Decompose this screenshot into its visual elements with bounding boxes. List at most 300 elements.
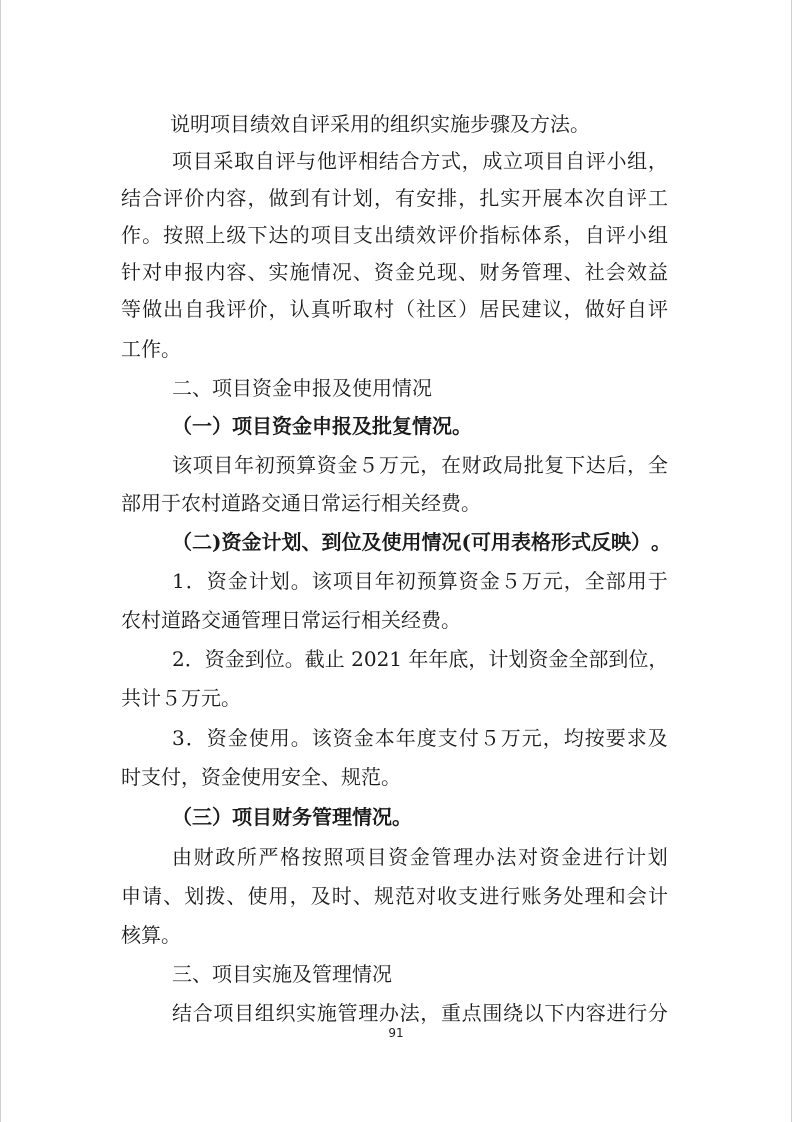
glyph: 。 <box>290 726 311 750</box>
glyph: 部 <box>588 647 609 671</box>
glyph: 止 <box>324 647 345 671</box>
glyph: 标 <box>500 223 521 247</box>
glyph: 金 <box>548 647 569 671</box>
glyph: 下 <box>247 223 268 247</box>
glyph: 使 <box>381 530 402 554</box>
glyph: 管 <box>521 260 542 284</box>
glyph: 好 <box>605 297 626 321</box>
glyph: 与 <box>296 149 317 173</box>
glyph: 申 <box>121 884 141 908</box>
glyph: ， <box>458 186 479 210</box>
glyph: 级 <box>226 223 247 247</box>
glyph: 计 <box>248 569 269 593</box>
glyph: 取 <box>234 149 255 173</box>
glyph: 结 <box>378 149 399 173</box>
glyph: 规 <box>373 884 394 908</box>
glyph: 议 <box>542 297 563 321</box>
glyph: 申 <box>163 260 184 284</box>
glyph: 、 <box>226 884 247 908</box>
glyph: 金 <box>227 569 248 593</box>
glyph: 排 <box>437 186 458 210</box>
glyph: 由 <box>172 845 192 869</box>
glyph: 2 <box>376 647 390 671</box>
glyph: 做 <box>268 186 289 210</box>
paragraph-line <box>0 647 668 671</box>
glyph: 2 <box>351 647 364 671</box>
glyph: 全 <box>568 647 589 671</box>
glyph: 评 <box>337 149 358 173</box>
glyph: 按 <box>301 845 322 869</box>
glyph: 金 <box>241 530 262 554</box>
glyph: 。 <box>650 530 671 554</box>
glyph: 式 <box>440 149 461 173</box>
glyph: ， <box>268 297 289 321</box>
glyph: 目 <box>353 569 374 593</box>
glyph: 自 <box>626 297 647 321</box>
glyph: 划 <box>184 884 205 908</box>
glyph: 体 <box>521 223 542 247</box>
glyph: 评 <box>226 297 247 321</box>
glyph: 本 <box>563 186 584 210</box>
glyph: 织 <box>275 1001 296 1025</box>
paragraph-line <box>0 569 668 593</box>
glyph: 后 <box>606 453 627 477</box>
glyph: 年 <box>234 453 255 477</box>
glyph: 局 <box>503 453 523 477</box>
glyph: 合 <box>192 1001 213 1025</box>
glyph: 管 <box>337 1001 358 1025</box>
glyph: 目 <box>366 845 387 869</box>
glyph: 批 <box>523 453 544 477</box>
glyph: 绕 <box>503 1001 523 1025</box>
glyph: 做 <box>142 297 163 321</box>
glyph: 位 <box>264 647 285 671</box>
glyph: 时 <box>331 884 352 908</box>
glyph: 格 <box>530 530 551 554</box>
glyph: 施 <box>316 1001 337 1025</box>
glyph: 财 <box>193 845 214 869</box>
glyph: 二 <box>192 530 212 554</box>
glyph: 理 <box>584 884 605 908</box>
glyph: （ <box>172 530 192 554</box>
glyph: 有 <box>310 186 331 210</box>
glyph: 资 <box>373 260 394 284</box>
glyph: 相 <box>358 149 379 173</box>
glyph: 计 <box>647 884 668 908</box>
glyph: 出 <box>163 297 184 321</box>
glyph: ， <box>563 223 584 247</box>
glyph: 项 <box>172 149 192 173</box>
glyph: 资 <box>458 569 479 593</box>
glyph: 年 <box>408 647 429 671</box>
glyph: 0 <box>363 647 377 671</box>
glyph: 价 <box>184 186 205 210</box>
glyph: 实 <box>296 1001 317 1025</box>
glyph: 划 <box>269 569 290 593</box>
glyph: 、 <box>247 260 268 284</box>
glyph: 评 <box>647 297 668 321</box>
glyph: 1 <box>172 569 185 593</box>
glyph: ５ <box>358 453 379 477</box>
glyph: 指 <box>479 223 500 247</box>
glyph: 使 <box>247 884 268 908</box>
glyph: 自 <box>584 223 605 247</box>
glyph: 及 <box>361 530 382 554</box>
page-number: 91 <box>388 1026 404 1040</box>
paragraph-line <box>0 884 668 908</box>
glyph: 用 <box>626 569 647 593</box>
glyph: 结 <box>172 1001 192 1025</box>
glyph: 项 <box>345 845 365 869</box>
glyph: 达 <box>268 223 289 247</box>
glyph: 拨 <box>205 884 226 908</box>
glyph: ， <box>627 453 648 477</box>
glyph: 元 <box>542 569 563 593</box>
glyph: 况 <box>441 530 462 554</box>
glyph: 到 <box>289 186 310 210</box>
glyph: 金 <box>561 845 582 869</box>
glyph: 付 <box>458 726 479 750</box>
glyph: 情 <box>310 260 331 284</box>
paragraph-line <box>0 453 668 477</box>
glyph: 表 <box>510 530 531 554</box>
glyph: 自 <box>605 186 626 210</box>
glyph: 度 <box>416 726 437 750</box>
glyph: 进 <box>582 845 603 869</box>
glyph: 采 <box>213 149 234 173</box>
glyph: 工 <box>647 186 668 210</box>
glyph: 现 <box>437 260 458 284</box>
glyph: 可 <box>470 530 491 554</box>
glyph: 财 <box>461 453 482 477</box>
glyph: 绩 <box>395 223 416 247</box>
glyph: 况 <box>331 260 352 284</box>
glyph: ， <box>420 453 441 477</box>
glyph: 价 <box>458 223 479 247</box>
paragraph-line <box>0 297 668 321</box>
glyph: 截 <box>304 647 325 671</box>
glyph: 项 <box>310 223 331 247</box>
glyph: 合 <box>399 149 420 173</box>
glyph: 预 <box>275 453 296 477</box>
glyph: 账 <box>521 884 542 908</box>
glyph: 及 <box>310 884 331 908</box>
glyph: 照 <box>184 223 205 247</box>
glyph: 系 <box>542 223 563 247</box>
glyph: 评 <box>626 186 647 210</box>
glyph: 该 <box>172 453 192 477</box>
glyph: 实 <box>500 186 521 210</box>
paragraph-line <box>0 223 668 247</box>
glyph: 作 <box>121 223 141 247</box>
glyph: ， <box>648 647 669 671</box>
glyph: 做 <box>584 297 605 321</box>
glyph: 行 <box>604 845 625 869</box>
glyph: ， <box>647 149 668 173</box>
glyph: 建 <box>521 297 542 321</box>
glyph: 算 <box>437 569 458 593</box>
glyph: 所 <box>236 845 257 869</box>
glyph: ， <box>542 726 563 750</box>
glyph: 实 <box>268 260 289 284</box>
glyph: ( <box>461 530 471 554</box>
glyph: 支 <box>437 726 458 750</box>
glyph: 均 <box>563 726 584 750</box>
glyph: 该 <box>311 569 332 593</box>
glyph: 合 <box>142 186 163 210</box>
glyph: 、 <box>458 260 479 284</box>
glyph: 部 <box>605 569 626 593</box>
glyph: 元 <box>521 726 542 750</box>
glyph: 计 <box>261 530 282 554</box>
glyph: 本 <box>374 726 395 750</box>
glyph: 项 <box>332 569 353 593</box>
glyph: 计 <box>331 186 352 210</box>
glyph: 办 <box>378 1001 399 1025</box>
glyph: 、 <box>352 884 373 908</box>
glyph: 项 <box>213 1001 234 1025</box>
glyph: 请 <box>142 884 163 908</box>
glyph: 用 <box>268 884 289 908</box>
glyph: 社 <box>416 297 437 321</box>
glyph: 在 <box>440 453 461 477</box>
glyph: 取 <box>352 297 373 321</box>
glyph: 组 <box>647 223 668 247</box>
glyph: 项 <box>523 149 544 173</box>
glyph: 施 <box>289 260 310 284</box>
glyph: 年 <box>428 647 449 671</box>
glyph: ， <box>468 647 489 671</box>
glyph: ， <box>420 1001 441 1025</box>
glyph: 金 <box>395 260 416 284</box>
glyph: 映 <box>610 530 631 554</box>
glyph: 。 <box>142 223 163 247</box>
glyph: 自 <box>254 149 275 173</box>
glyph: 计 <box>626 845 647 869</box>
glyph: 位 <box>341 530 362 554</box>
glyph: 针 <box>121 260 141 284</box>
glyph: 认 <box>289 297 310 321</box>
glyph: 务 <box>542 884 563 908</box>
paragraph-line <box>0 845 668 869</box>
glyph: 益 <box>647 260 668 284</box>
glyph: 容 <box>226 260 247 284</box>
paragraph-line <box>0 260 668 284</box>
glyph: 划 <box>508 647 529 671</box>
glyph: 组 <box>254 1001 275 1025</box>
glyph: 兑 <box>416 260 437 284</box>
glyph: 按 <box>163 223 184 247</box>
glyph: 评 <box>275 149 296 173</box>
glyph: ５ <box>500 569 521 593</box>
glyph: 预 <box>416 569 437 593</box>
glyph: 算 <box>296 453 317 477</box>
glyph: 金 <box>479 569 500 593</box>
glyph: 出 <box>373 223 394 247</box>
glyph: 区 <box>437 297 458 321</box>
glyph: 围 <box>482 1001 503 1025</box>
glyph: 使 <box>248 726 269 750</box>
glyph: 计 <box>488 647 509 671</box>
paragraph-line: 说明项目绩效自评采用的组织实施步骤及方法。 <box>170 112 590 136</box>
glyph: 目 <box>331 223 352 247</box>
glyph: 2 <box>172 647 185 671</box>
glyph: 效 <box>416 223 437 247</box>
paragraph-line <box>0 149 668 173</box>
glyph: 居 <box>479 297 500 321</box>
glyph: 次 <box>584 186 605 210</box>
glyph: 划 <box>647 845 668 869</box>
glyph: 资 <box>221 530 242 554</box>
glyph: 初 <box>254 453 275 477</box>
glyph: 会 <box>605 260 626 284</box>
paragraph-line: 部用于农村道路交通日常运行相关经费。 <box>121 491 481 515</box>
glyph: 对 <box>416 884 437 908</box>
glyph: 严 <box>258 845 279 869</box>
glyph: 3 <box>172 726 185 750</box>
glyph: 、 <box>301 530 322 554</box>
glyph: 的 <box>289 223 310 247</box>
glyph: 社 <box>584 260 605 284</box>
glyph: 、 <box>563 260 584 284</box>
glyph: 达 <box>585 453 606 477</box>
glyph: 自 <box>184 297 205 321</box>
glyph: 立 <box>503 149 523 173</box>
glyph: 照 <box>323 845 344 869</box>
glyph: 1 <box>389 647 403 671</box>
glyph: 真 <box>310 297 331 321</box>
subsection-heading: （一）项目资金申报及批复情况。 <box>172 414 472 438</box>
glyph: 金 <box>227 726 248 750</box>
glyph: 目 <box>192 149 213 173</box>
paragraph-line: 共计５万元。 <box>121 686 241 710</box>
glyph: 评 <box>437 223 458 247</box>
glyph: 。 <box>284 647 305 671</box>
glyph: ， <box>461 149 482 173</box>
glyph: ) <box>212 530 222 554</box>
glyph: 资 <box>316 453 337 477</box>
glyph: 等 <box>121 297 141 321</box>
glyph: 开 <box>521 186 542 210</box>
glyph: 目 <box>544 149 565 173</box>
glyph: 进 <box>606 1001 627 1025</box>
paragraph-line: 农村道路交通管理日常运行相关经费。 <box>121 608 461 632</box>
glyph: 范 <box>395 884 416 908</box>
glyph: 及 <box>647 726 668 750</box>
paragraph-line <box>0 1001 668 1025</box>
glyph: 理 <box>542 260 563 284</box>
glyph: 支 <box>352 223 373 247</box>
glyph: 他 <box>316 149 337 173</box>
glyph: 到 <box>244 647 265 671</box>
glyph: 资 <box>206 726 227 750</box>
glyph: 重 <box>440 1001 461 1025</box>
glyph: 内 <box>205 186 226 210</box>
glyph: 目 <box>213 453 234 477</box>
glyph: ５ <box>479 726 500 750</box>
glyph: 上 <box>205 223 226 247</box>
glyph: 自 <box>565 149 586 173</box>
glyph: ， <box>247 186 268 210</box>
glyph: 位 <box>628 647 649 671</box>
glyph: 于 <box>647 569 668 593</box>
glyph: 形 <box>550 530 571 554</box>
glyph: ， <box>289 884 310 908</box>
subsection-heading: （三）项目财务管理情况。 <box>172 805 412 829</box>
glyph: 成 <box>482 149 503 173</box>
glyph: 元 <box>399 453 420 477</box>
glyph: 按 <box>584 726 605 750</box>
glyph: 该 <box>311 726 332 750</box>
glyph: 项 <box>192 453 213 477</box>
glyph: 支 <box>458 884 479 908</box>
glyph: 管 <box>431 845 452 869</box>
glyph: 务 <box>500 260 521 284</box>
glyph: 万 <box>378 453 399 477</box>
paragraph-line <box>0 186 668 210</box>
glyph: 进 <box>479 884 500 908</box>
glyph: 理 <box>358 1001 379 1025</box>
glyph: 处 <box>563 884 584 908</box>
glyph: 。 <box>290 569 311 593</box>
glyph: 我 <box>205 297 226 321</box>
glyph: 划 <box>281 530 302 554</box>
subsection-heading <box>0 530 671 554</box>
glyph: 容 <box>226 186 247 210</box>
glyph: 金 <box>224 647 245 671</box>
glyph: 报 <box>184 260 205 284</box>
glyph: ） <box>458 297 479 321</box>
glyph: 方 <box>420 149 441 173</box>
glyph: 小 <box>606 149 627 173</box>
glyph: ， <box>563 297 584 321</box>
glyph: 求 <box>626 726 647 750</box>
glyph: 民 <box>500 297 521 321</box>
glyph: 用 <box>269 726 290 750</box>
glyph: 格 <box>280 845 301 869</box>
glyph: 效 <box>626 260 647 284</box>
glyph: 、 <box>163 884 184 908</box>
glyph: 对 <box>142 260 163 284</box>
glyph: 金 <box>353 726 374 750</box>
glyph: 万 <box>521 569 542 593</box>
glyph: 评 <box>585 149 606 173</box>
glyph: 内 <box>205 260 226 284</box>
glyph: ． <box>185 569 206 593</box>
paragraph-line: 时支付，资金使用安全、规范。 <box>121 765 401 789</box>
glyph: （ <box>395 297 416 321</box>
glyph: 安 <box>416 186 437 210</box>
glyph: ， <box>373 186 394 210</box>
paragraph-line: 工作。 <box>121 337 181 361</box>
glyph: 理 <box>453 845 474 869</box>
glyph: 组 <box>627 149 648 173</box>
glyph: 点 <box>461 1001 482 1025</box>
glyph: 金 <box>337 453 358 477</box>
glyph: 以 <box>523 1001 544 1025</box>
glyph: 有 <box>395 186 416 210</box>
glyph: 内 <box>565 1001 586 1025</box>
glyph: 收 <box>437 884 458 908</box>
glyph: 全 <box>584 569 605 593</box>
glyph: 金 <box>409 845 430 869</box>
glyph: 行 <box>627 1001 648 1025</box>
glyph: 年 <box>395 726 416 750</box>
glyph: ． <box>184 647 205 671</box>
section-heading: 二、项目资金申报及使用情况 <box>172 376 432 400</box>
glyph: 办 <box>474 845 495 869</box>
glyph: ） <box>630 530 651 554</box>
